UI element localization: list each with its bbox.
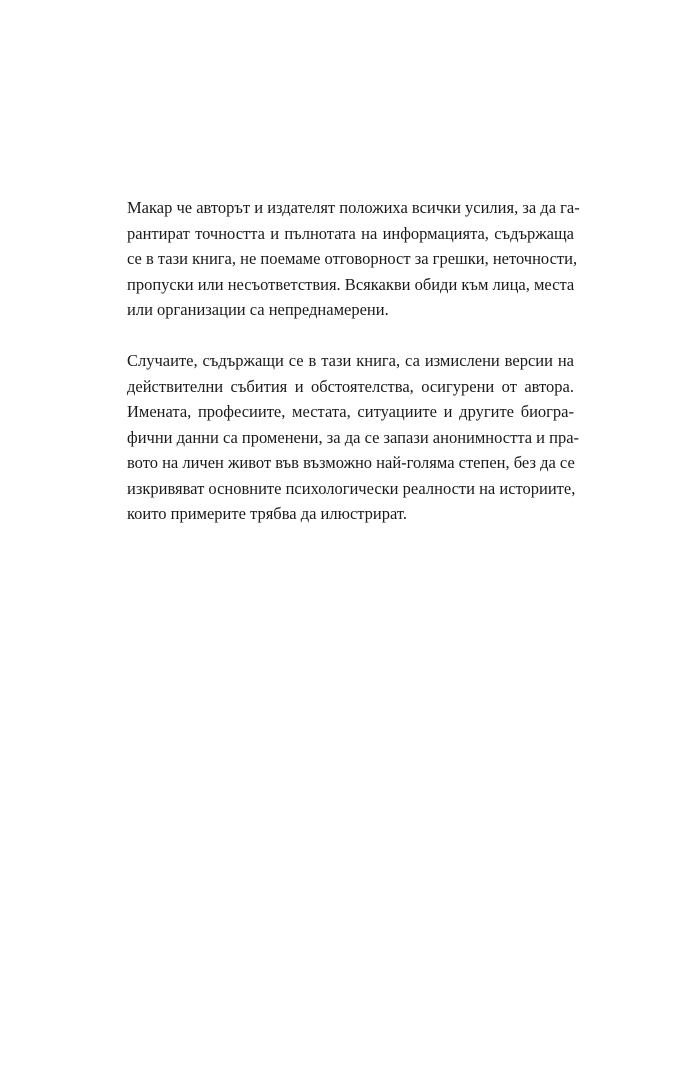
text-line: вото на личен живот във възможно най-голяма степен, без да се <box>127 453 575 472</box>
text-line: рантират точността и пълнотата на информацията, съдържаща <box>127 223 574 243</box>
paragraph-fiction-notice <box>127 348 580 527</box>
text-line: или организации са непреднамерени. <box>127 300 389 319</box>
text-line: Случаите, съдържащи се в тази книга, са измислени версии на <box>127 351 574 370</box>
paragraph-liability <box>127 195 580 323</box>
text-line: изкривяват основните психологически реалности на историите, <box>127 478 576 498</box>
text-line: Макар че авторът и издателят положиха всички усилия, за да га- <box>127 198 580 217</box>
paragraph-spacer <box>127 323 574 349</box>
text-line: действителни събития и обстоятелства, осигурени от автора. <box>127 376 574 396</box>
text-line: които примерите трябва да илюстрират. <box>127 504 408 523</box>
text-line: пропуски или несъответствия. Всякакви обиди към лица, места <box>127 274 575 294</box>
text-line: фични данни са променени, за да се запази анонимността и пра- <box>127 427 580 447</box>
disclaimer-text <box>127 195 580 527</box>
text-line: Имената, професиите, местата, ситуациите и другите биогра- <box>127 402 574 421</box>
text-line: се в тази книга, не поемаме отговорност за грешки, неточности, <box>127 249 578 268</box>
